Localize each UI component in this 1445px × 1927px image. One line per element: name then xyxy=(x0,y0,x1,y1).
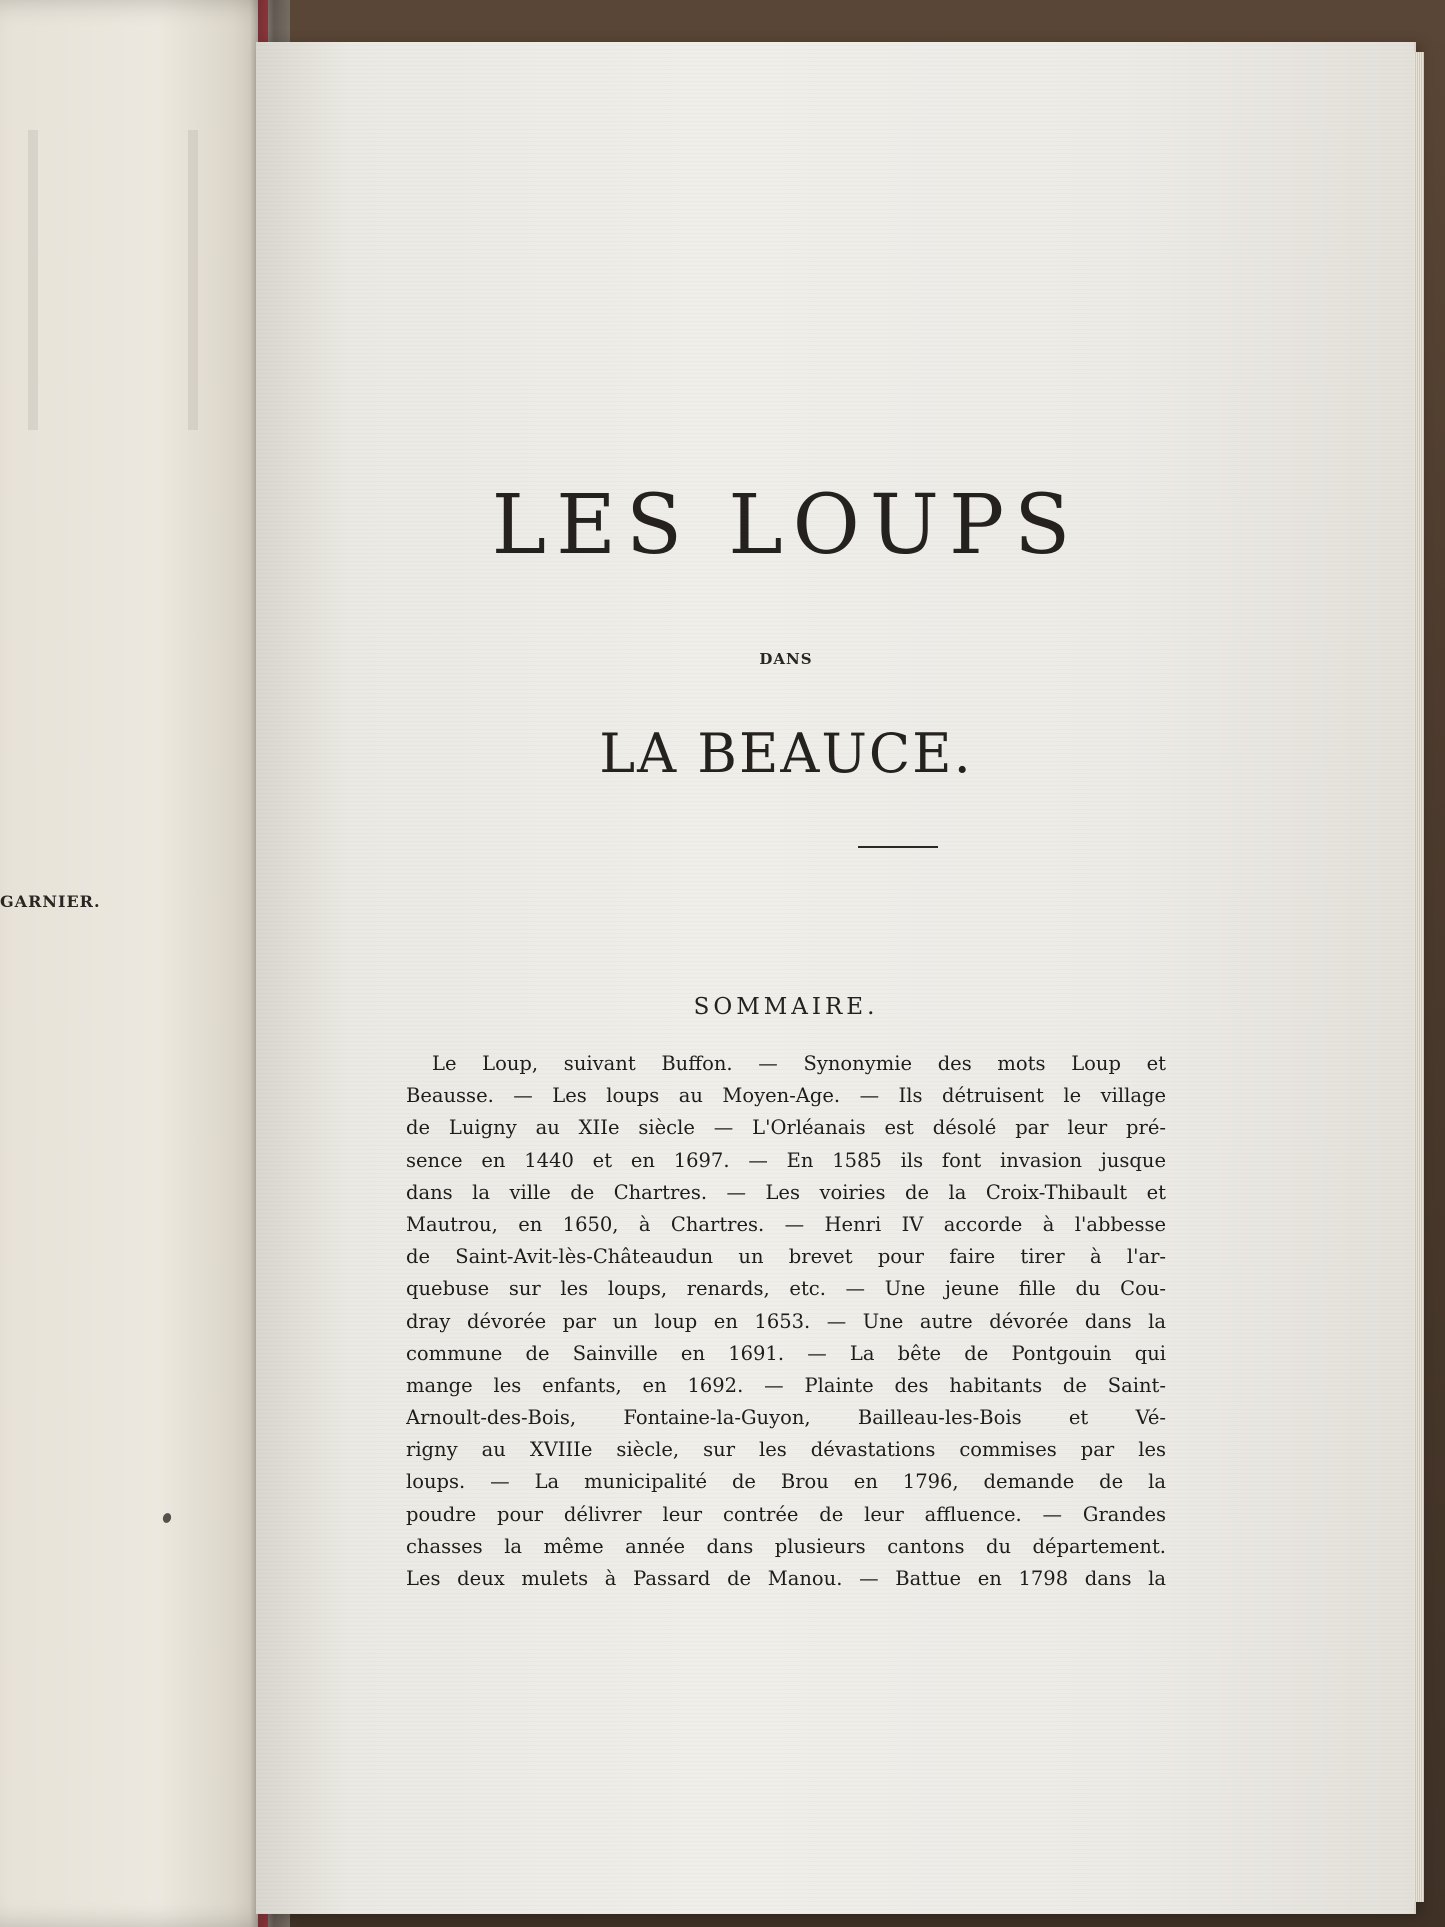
title-divider-rule xyxy=(858,846,938,848)
summary-line: de Saint-Avit-lès-Châteaudun un brevet pour faire tirer à l'ar- xyxy=(406,1245,1166,1269)
summary-line: dray dévorée par un loup en 1653. — Une autre dévorée dans la xyxy=(406,1309,1166,1333)
page-edge-stack xyxy=(1414,52,1424,1902)
summary-line: Beausse. — Les loups au Moyen-Age. — Ils détruisent le village xyxy=(406,1084,1166,1108)
left-page xyxy=(0,0,290,1927)
summary-line: dans la ville de Chartres. — Les voiries de la Croix-Thibault et xyxy=(406,1180,1166,1204)
summary-line: Mautrou, en 1650, à Chartres. — Henri IV accorde à l'abbesse xyxy=(406,1212,1166,1236)
summary-line: commune de Sainville en 1691. — La bête de Pontgouin qui xyxy=(406,1341,1166,1365)
summary-line: loups. — La municipalité de Brou en 1796, demande de la xyxy=(406,1470,1166,1494)
title-line-1: LES LOUPS xyxy=(491,478,1081,573)
right-page xyxy=(256,42,1414,1914)
section-heading: SOMMAIRE. xyxy=(693,994,879,1020)
summary-line: Le Loup, suivant Buffon. — Synonymie des mots Loup et xyxy=(432,1052,1166,1075)
summary-line: de Luigny au XIIe siècle — L'Orléanais est désolé par leur pré- xyxy=(406,1116,1166,1140)
summary-line: Les deux mulets à Passard de Manou. — Battue en 1798 dans la xyxy=(406,1567,1166,1590)
summary-line: rigny au XVIIIe siècle, sur les dévastations commises par les xyxy=(406,1438,1166,1462)
summary-line: mange les enfants, en 1692. — Plainte des habitants de Saint- xyxy=(406,1373,1166,1397)
summary-line: chasses la même année dans plusieurs cantons du département. xyxy=(406,1534,1166,1558)
left-page-fragment-text: GARNIER. xyxy=(0,892,101,911)
summary-paragraph xyxy=(406,1048,1166,1595)
summary-line: poudre pour délivrer leur contrée de leur affluence. — Grandes xyxy=(406,1502,1166,1526)
summary-line: Arnoult-des-Bois, Fontaine-la-Guyon, Bailleau-les-Bois et Vé- xyxy=(406,1406,1166,1430)
title-line-3: LA BEAUCE. xyxy=(599,722,973,785)
title-line-2: DANS xyxy=(759,650,813,668)
show-through-ghost-text xyxy=(18,120,188,440)
ink-spot xyxy=(162,1512,173,1524)
page-content xyxy=(406,42,1186,1914)
summary-line: sence en 1440 et en 1697. — En 1585 ils font invasion jusque xyxy=(406,1148,1166,1172)
summary-line: quebuse sur les loups, renards, etc. — Une jeune fille du Cou- xyxy=(406,1277,1166,1301)
